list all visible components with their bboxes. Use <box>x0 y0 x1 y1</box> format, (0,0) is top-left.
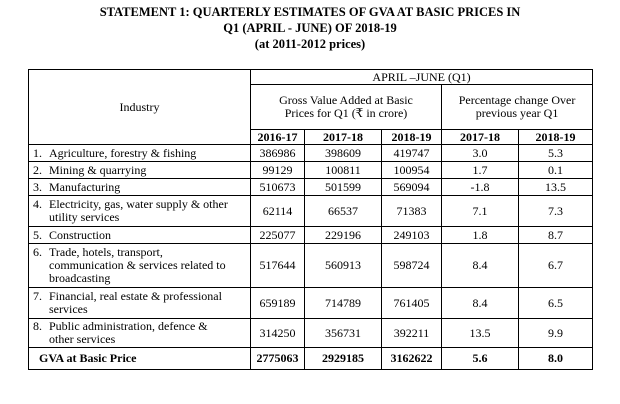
pct-change: 8.4 <box>442 288 519 319</box>
pct-change: 6.7 <box>519 244 593 288</box>
row-number: 1. <box>33 145 42 160</box>
pct-change: 1.7 <box>442 162 519 179</box>
industry-name-cont: other services <box>49 332 116 346</box>
industry-cell <box>29 288 251 319</box>
industry-name: Trade, hotels, transport, <box>49 245 163 259</box>
total-pct: 8.0 <box>519 348 593 370</box>
industry-name-cont: communication & services related to broadcasting <box>49 258 226 285</box>
gva-value: 225077 <box>251 227 305 244</box>
gva-value: 99129 <box>251 162 305 179</box>
table-row <box>29 288 593 319</box>
gva-value: 62114 <box>251 196 305 227</box>
industry-header: Industry <box>29 70 251 145</box>
industry-name: Construction <box>49 227 111 242</box>
row-number: 5. <box>33 227 42 242</box>
pct-change: 13.5 <box>442 319 519 348</box>
year-header: 2018-19 <box>519 130 593 145</box>
gva-value: 598724 <box>382 244 442 288</box>
table-row <box>29 145 593 162</box>
industry-name: Mining & quarrying <box>49 162 147 177</box>
total-value: 3162622 <box>382 348 442 370</box>
gva-value: 356731 <box>305 319 382 348</box>
period-header: APRIL –JUNE (Q1) <box>251 70 593 85</box>
industry-name: Public administration, defence & <box>49 319 208 333</box>
year-header: 2017-18 <box>442 130 519 145</box>
industry-cell <box>29 196 251 227</box>
gva-value: 66537 <box>305 196 382 227</box>
table-row <box>29 196 593 227</box>
pct-change: 7.1 <box>442 196 519 227</box>
industry-name: Electricity, gas, water supply & other <box>49 197 228 211</box>
pct-change: 5.3 <box>519 145 593 162</box>
gva-value: 501599 <box>305 179 382 196</box>
row-number: 8. <box>33 319 42 333</box>
pct-header: Percentage change Over previous year Q1 <box>442 85 593 130</box>
row-number: 6. <box>33 245 42 259</box>
total-value: 2929185 <box>305 348 382 370</box>
gva-header: Gross Value Added at Basic Prices for Q1 (₹ in crore) <box>251 85 442 130</box>
gva-value: 659189 <box>251 288 305 319</box>
gva-value: 560913 <box>305 244 382 288</box>
gva-value: 386986 <box>251 145 305 162</box>
pct-change: 3.0 <box>442 145 519 162</box>
row-number: 4. <box>33 197 42 211</box>
industry-cell <box>29 319 251 348</box>
pct-change: 8.7 <box>519 227 593 244</box>
gva-value: 714789 <box>305 288 382 319</box>
table-row <box>29 227 593 244</box>
title-line-1: STATEMENT 1: QUARTERLY ESTIMATES OF GVA AT BASIC PRICES IN <box>99 5 521 19</box>
title-line-2: Q1 (APRIL - JUNE) OF 2018-19 <box>223 21 397 35</box>
total-value: 2775063 <box>251 348 305 370</box>
total-label: GVA at Basic Price <box>29 348 251 370</box>
gva-value: 398609 <box>305 145 382 162</box>
pct-change: 1.8 <box>442 227 519 244</box>
year-header: 2016-17 <box>251 130 305 145</box>
pct-change: 9.9 <box>519 319 593 348</box>
pct-change: 7.3 <box>519 196 593 227</box>
industry-cell <box>29 227 251 244</box>
pct-change: -1.8 <box>442 179 519 196</box>
industry-cell <box>29 244 251 288</box>
gva-value: 100811 <box>305 162 382 179</box>
gva-value: 761405 <box>382 288 442 319</box>
gva-value: 569094 <box>382 179 442 196</box>
gva-value: 71383 <box>382 196 442 227</box>
total-row <box>29 348 593 370</box>
industry-name: Manufacturing <box>49 179 121 194</box>
table-row <box>29 319 593 348</box>
total-pct: 5.6 <box>442 348 519 370</box>
gva-value: 517644 <box>251 244 305 288</box>
pct-change: 8.4 <box>442 244 519 288</box>
year-header: 2018-19 <box>382 130 442 145</box>
industry-cell <box>29 179 251 196</box>
row-number: 7. <box>33 289 42 303</box>
gva-table <box>28 69 593 370</box>
industry-name: Agriculture, forestry & fishing <box>49 145 197 160</box>
year-header: 2017-18 <box>305 130 382 145</box>
industry-cell <box>29 145 251 162</box>
row-number: 2. <box>33 162 42 177</box>
gva-value: 100954 <box>382 162 442 179</box>
industry-name-cont: utility services <box>49 210 120 224</box>
gva-value: 229196 <box>305 227 382 244</box>
pct-change: 13.5 <box>519 179 593 196</box>
gva-value: 314250 <box>251 319 305 348</box>
pct-change: 6.5 <box>519 288 593 319</box>
industry-cell <box>29 162 251 179</box>
gva-value: 510673 <box>251 179 305 196</box>
industry-name: Financial, real estate & professional <box>49 289 222 303</box>
pct-change: 0.1 <box>519 162 593 179</box>
title-line-3: (at 2011-2012 prices) <box>254 37 366 51</box>
row-number: 3. <box>33 179 42 194</box>
gva-value: 392211 <box>382 319 442 348</box>
industry-name-cont: services <box>49 302 88 316</box>
table-row <box>29 244 593 288</box>
gva-value: 419747 <box>382 145 442 162</box>
table-row <box>29 162 593 179</box>
table-row <box>29 179 593 196</box>
gva-value: 249103 <box>382 227 442 244</box>
